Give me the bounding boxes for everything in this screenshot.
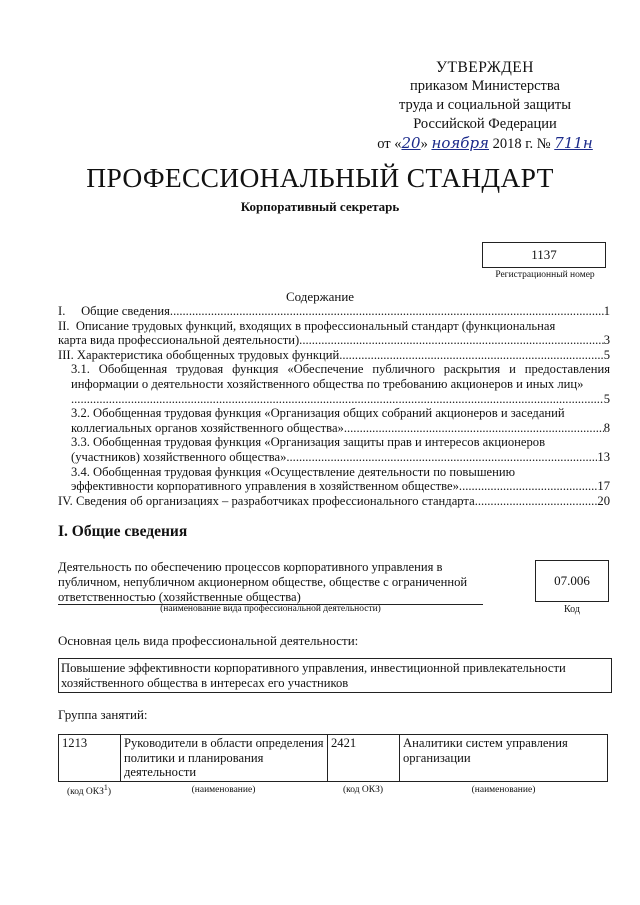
group-label: Группа занятий: [58, 707, 148, 722]
goal-text-box: Повышение эффективности корпоративного управления, инвестиционной привлекательности хозяйственного общества в интересах его участников [58, 658, 612, 693]
footnote-mark[interactable]: 1 [103, 783, 108, 792]
occupation-groups-captions [58, 783, 608, 797]
approval-line-3: Российской Федерации [413, 116, 557, 132]
document-subtitle: Корпоративный секретарь [240, 199, 400, 214]
registration-label: Регистрационный номер [495, 270, 595, 280]
approval-block [360, 58, 610, 154]
date-year: 2018 г. № [492, 136, 551, 152]
goal-label: Основная цель вида профессиональной деятельности: [58, 633, 359, 648]
table-row [58, 783, 608, 797]
registration-number-box: 1137 [482, 242, 606, 268]
date-quote-close: » [420, 136, 428, 152]
toc-item-3-4[interactable]: 3.4. Обобщенная трудовая функция «Осуществление деятельности по повышению эффективности корпоративного управления в хозяйственном обществе» ..... 17 [58, 465, 610, 494]
name-caption: (наименование) [471, 785, 536, 796]
activity-name: Деятельность по обеспечению процессов корпоративного управления в публичном, непубличном акционерном обществе, обществе с ограниченной ответственностью (хозяйственные общества) [58, 560, 483, 605]
toc-item-3-1[interactable]: 3.1. Обобщенная трудовая функция «Обеспечение публичного раскрытия и предоставления информации о деятельности хозяйственного общества по требованию акционеров и иных лиц» ..... 5 [58, 362, 610, 406]
activity-code-box: 07.006 [535, 560, 609, 602]
table-row [59, 735, 608, 782]
approval-line-2: труда и социальной защиты [399, 97, 571, 113]
approval-line-1: приказом Министерства [410, 78, 560, 94]
approval-date-line [360, 134, 610, 154]
occupation-name-cell: Руководители в области определения политики и планирования деятельности [121, 735, 328, 782]
okz-code-caption: (код ОКЗ$^1$) [66, 783, 112, 798]
table-of-contents [58, 304, 610, 508]
order-number: 711н [554, 134, 593, 152]
date-day: 20 [401, 134, 421, 152]
toc-item-4[interactable]: IV. Сведения об организациях – разработчиках профессионального стандарта ..... 20 [58, 494, 610, 509]
okz-code-cell: 2421 [328, 735, 400, 782]
date-prefix: от « [377, 136, 402, 152]
document-title: ПРОФЕССИОНАЛЬНЫЙ СТАНДАРТ [86, 162, 554, 193]
occupation-groups-table [58, 734, 608, 782]
section-title: I. Общие сведения [58, 523, 188, 540]
name-caption: (наименование) [191, 785, 256, 796]
toc-item-1[interactable]: I. Общие сведения ..... 1 [58, 304, 610, 319]
toc-item-3[interactable]: III. Характеристика обобщенных трудовых функций ..... 5 [58, 348, 610, 363]
date-month: ноября [431, 134, 489, 152]
toc-item-3-2[interactable]: 3.2. Обобщенная трудовая функция «Организация общих собраний акционеров и заседаний коллегиальных органов хозяйственного общества» ..... 8 [58, 406, 610, 435]
okz-code-cell: 1213 [59, 735, 121, 782]
approval-heading: УТВЕРЖДЕН [436, 59, 534, 76]
toc-item-2[interactable]: II. Описание трудовых функций, входящих в профессиональный стандарт (функциональная карта вида профессиональной деятельности) ..... 3 [58, 319, 610, 348]
okz-code-caption: (код ОКЗ) [342, 785, 384, 796]
toc-item-3-3[interactable]: 3.3. Обобщенная трудовая функция «Организация защиты прав и интересов акционеров (участников) хозяйственного общества» ..... 13 [58, 435, 610, 464]
toc-heading: Содержание [285, 289, 355, 304]
activity-caption: (наименование вида профессиональной деятельности) [160, 604, 381, 614]
code-caption: Код [564, 604, 580, 615]
occupation-name-cell: Аналитики систем управления организации [400, 735, 608, 782]
